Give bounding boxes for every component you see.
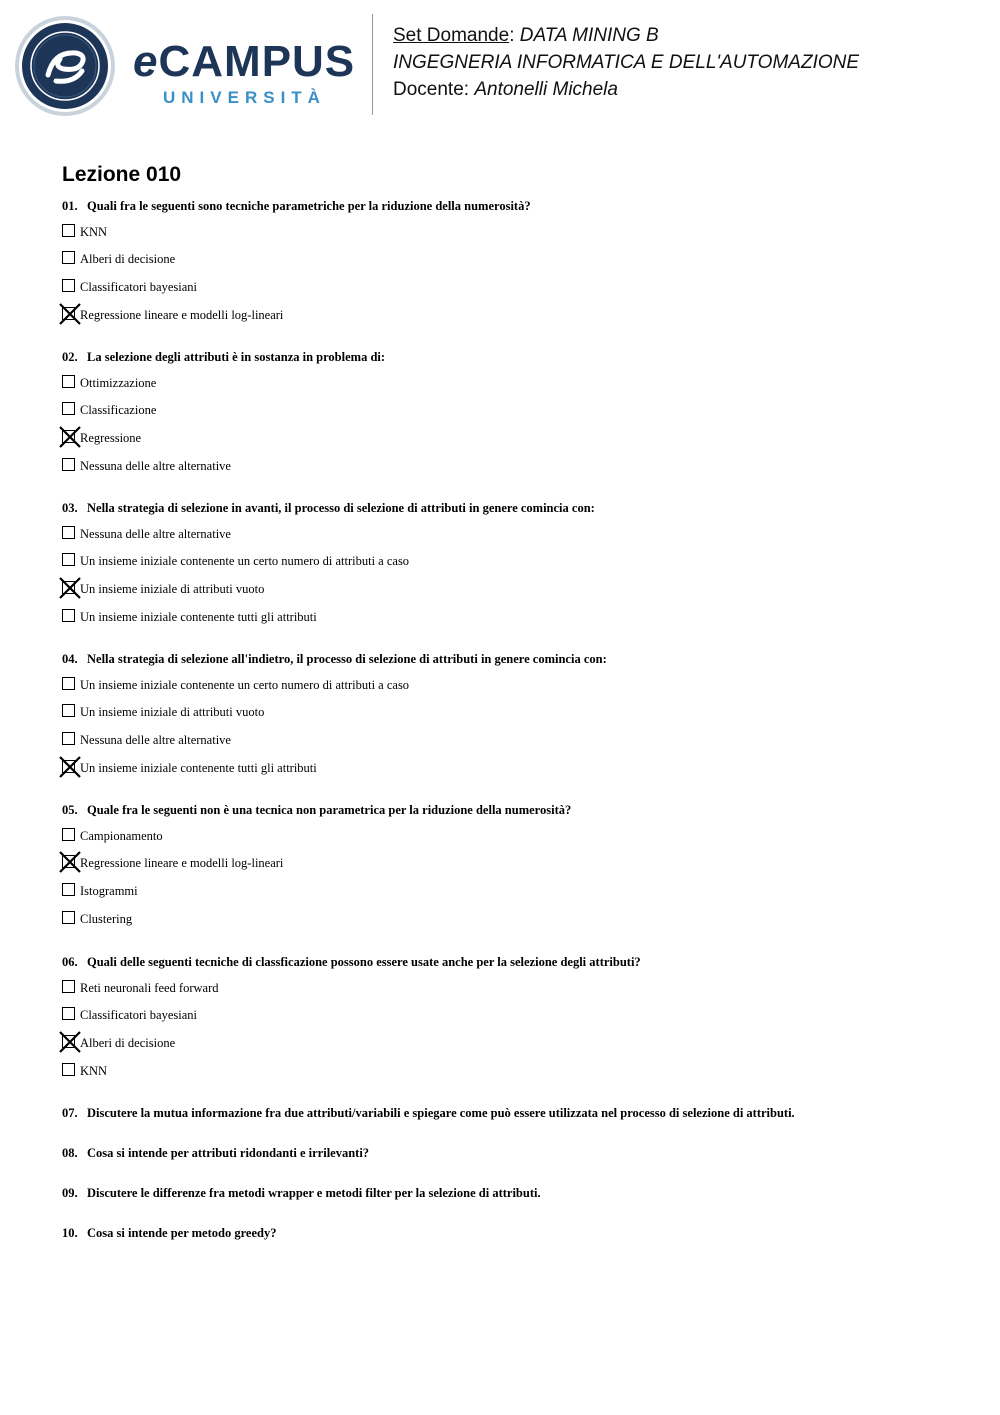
- option-label: Classificatori bayesiani: [80, 280, 197, 294]
- wordmark-text: CAMPUS: [158, 37, 356, 86]
- question-text: Quale fra le seguenti non è una tecnica non parametrica per la riduzione della numerosità?: [87, 803, 572, 817]
- cross-mark-icon: [58, 850, 82, 874]
- checkbox[interactable]: [62, 883, 75, 896]
- question-text: Quali delle seguenti tecniche di classficazione possono essere usate anche per la selezione degli attributi?: [87, 955, 641, 969]
- checked-checkbox[interactable]: [62, 430, 75, 443]
- option-label: Ottimizzazione: [80, 376, 157, 390]
- question-text: Nella strategia di selezione in avanti, il processo di selezione di attributi in genere comincia con:: [87, 501, 595, 515]
- checkbox[interactable]: [62, 224, 75, 237]
- checked-checkbox[interactable]: [62, 760, 75, 773]
- question-number: 05.: [62, 803, 78, 817]
- question-number: 06.: [62, 955, 78, 969]
- teacher-label: Docente:: [393, 79, 470, 100]
- option-label: KNN: [80, 1064, 108, 1078]
- question-number: 08.: [62, 1146, 78, 1160]
- set-value: DATA MINING B: [519, 25, 659, 46]
- option-label: Un insieme iniziale contenente un certo numero di attributi a caso: [80, 678, 410, 692]
- checkbox[interactable]: [62, 1007, 75, 1020]
- checkbox[interactable]: [62, 828, 75, 841]
- question-10: [62, 1225, 276, 1241]
- option-label: Regressione lineare e modelli log-lineari: [80, 856, 284, 870]
- option-label: Classificazione: [80, 403, 157, 417]
- option-label: Un insieme iniziale contenente tutti gli attributi: [80, 610, 317, 624]
- checkbox[interactable]: [62, 526, 75, 539]
- question-6: [62, 954, 641, 970]
- question-number: 02.: [62, 350, 78, 364]
- question-text: Cosa si intende per attributi ridondanti e irrilevanti?: [87, 1146, 370, 1160]
- checkbox[interactable]: [62, 677, 75, 690]
- teacher-name: Antonelli Michela: [474, 79, 618, 100]
- question-number: 07.: [62, 1106, 78, 1120]
- question-text: Discutere le differenze fra metodi wrapper e metodi filter per la selezione di attributi.: [87, 1186, 541, 1200]
- checkbox[interactable]: [62, 375, 75, 388]
- option-label: Istogrammi: [80, 884, 138, 898]
- question-4: [62, 651, 607, 667]
- course-name: INGEGNERIA INFORMATICA E DELL'AUTOMAZIONE: [393, 52, 860, 73]
- question-7: [62, 1105, 795, 1121]
- checkbox[interactable]: [62, 553, 75, 566]
- option-label: Un insieme iniziale di attributi vuoto: [80, 582, 265, 596]
- checkbox[interactable]: [62, 251, 75, 264]
- option-label: Campionamento: [80, 829, 163, 843]
- option-label: Alberi di decisione: [80, 1036, 176, 1050]
- checked-checkbox[interactable]: [62, 1035, 75, 1048]
- question-text: Cosa si intende per metodo greedy?: [87, 1226, 277, 1240]
- option-label: Clustering: [80, 912, 133, 926]
- option-label: Un insieme iniziale contenente un certo numero di attributi a caso: [80, 554, 410, 568]
- lesson-title: Lezione 010: [62, 163, 182, 186]
- question-3: [62, 500, 595, 516]
- question-text: La selezione degli attributi è in sostanza in problema di:: [87, 350, 386, 364]
- checked-checkbox[interactable]: [62, 855, 75, 868]
- e-letter-mark: e: [133, 37, 159, 86]
- checkbox[interactable]: [62, 911, 75, 924]
- teacher-line: [393, 76, 859, 103]
- course-line: [393, 49, 859, 76]
- option-label: KNN: [80, 225, 108, 239]
- checkbox[interactable]: [62, 732, 75, 745]
- question-5: [62, 802, 571, 818]
- checkbox[interactable]: [62, 279, 75, 292]
- option-label: Regressione: [80, 431, 142, 445]
- option-label: Un insieme iniziale contenente tutti gli attributi: [80, 761, 317, 775]
- question-text: Discutere la mutua informazione fra due attributi/variabili e spiegare come può essere utilizzata nel processo di selezione di attributi.: [87, 1106, 795, 1120]
- university-subtitle: UNIVERSITÀ: [163, 88, 326, 107]
- ecampus-wordmark: [133, 37, 356, 86]
- set-label: Set Domande: [393, 25, 510, 46]
- cross-mark-icon: [58, 425, 82, 449]
- option-label: Classificatori bayesiani: [80, 1008, 197, 1022]
- checkbox[interactable]: [62, 609, 75, 622]
- question-8: [62, 1145, 369, 1161]
- cross-mark-icon: [58, 755, 82, 779]
- checkbox[interactable]: [62, 1063, 75, 1076]
- option-label: Nessuna delle altre alternative: [80, 527, 231, 541]
- checkbox[interactable]: [62, 704, 75, 717]
- question-number: 04.: [62, 652, 78, 666]
- question-number: 09.: [62, 1186, 78, 1200]
- university-seal-logo: [14, 15, 116, 117]
- checked-checkbox[interactable]: [62, 307, 75, 320]
- question-9: [62, 1185, 541, 1201]
- option-label: Nessuna delle altre alternative: [80, 459, 231, 473]
- question-number: 03.: [62, 501, 78, 515]
- checkbox[interactable]: [62, 458, 75, 471]
- page-header: [0, 0, 1000, 130]
- cross-mark-icon: [58, 1030, 82, 1054]
- set-line: Set Domande: DATA MINING B: [393, 25, 659, 46]
- cross-mark-icon: [58, 302, 82, 326]
- header-divider: [372, 14, 373, 115]
- question-2: [62, 349, 385, 365]
- checkbox[interactable]: [62, 980, 75, 993]
- question-1: [62, 198, 531, 214]
- checked-checkbox[interactable]: [62, 581, 75, 594]
- cross-mark-icon: [58, 576, 82, 600]
- checkbox[interactable]: [62, 402, 75, 415]
- header-info: [393, 22, 859, 103]
- question-text: Quali fra le seguenti sono tecniche parametriche per la riduzione della numerosità?: [87, 199, 531, 213]
- question-text: Nella strategia di selezione all'indietro, il processo di selezione di attributi in genere comincia con:: [87, 652, 607, 666]
- option-label: Regressione lineare e modelli log-lineari: [80, 308, 284, 322]
- option-label: Nessuna delle altre alternative: [80, 733, 231, 747]
- option-label: Reti neuronali feed forward: [80, 981, 219, 995]
- option-label: Alberi di decisione: [80, 252, 176, 266]
- question-number: 10.: [62, 1226, 78, 1240]
- question-number: 01.: [62, 199, 78, 213]
- option-label: Un insieme iniziale di attributi vuoto: [80, 705, 265, 719]
